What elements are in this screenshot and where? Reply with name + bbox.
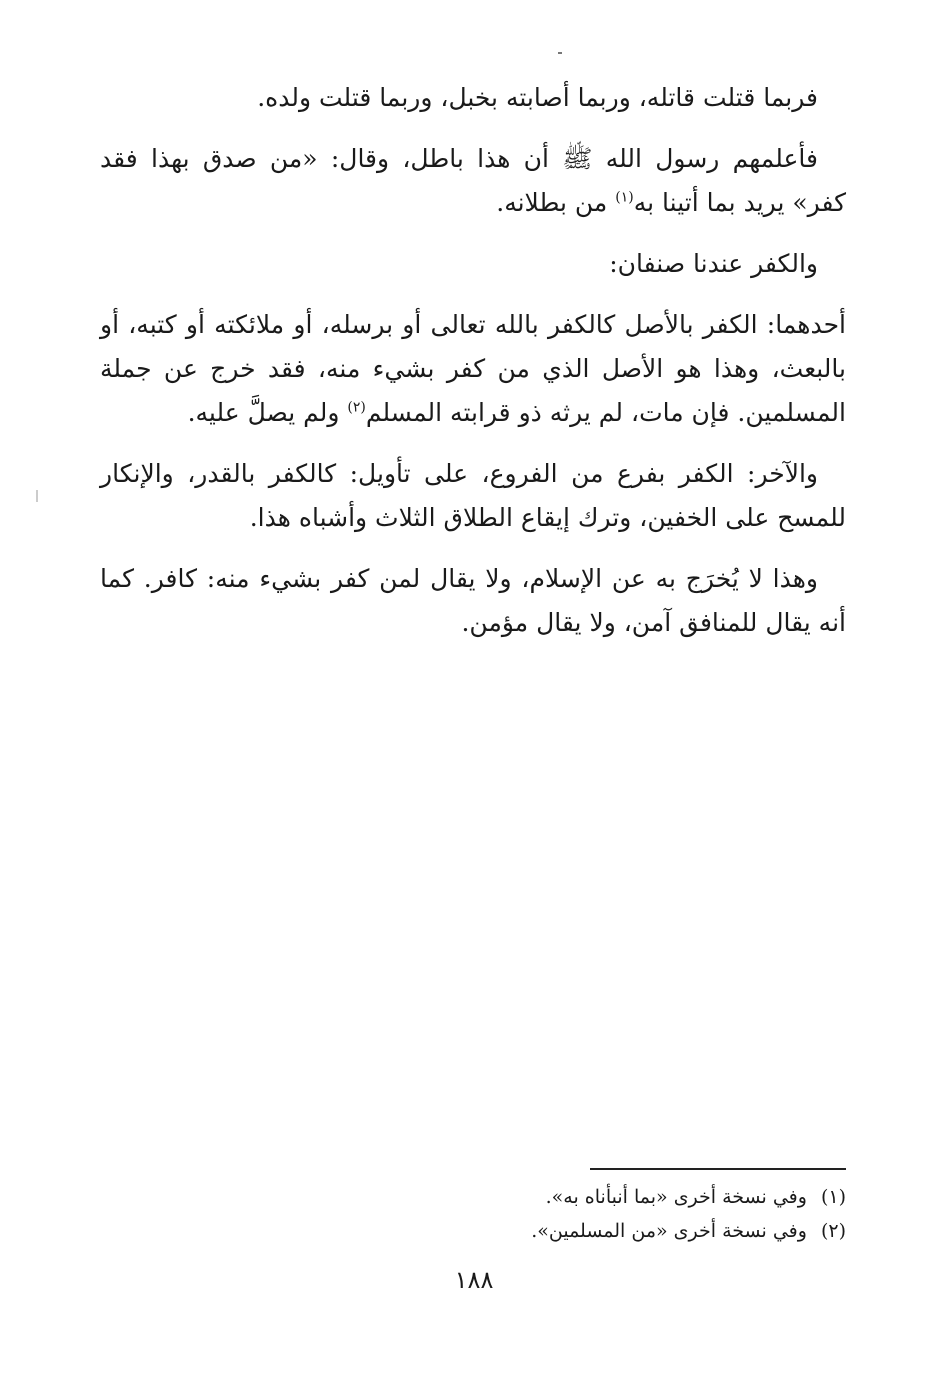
paragraph-2 bbox=[100, 137, 846, 225]
paragraph-2-text: فأعلمهم رسول الله ﷺ أن هذا باطل، وقال: «من صدق بهذا فقد كفر» يريد بما أتينا به bbox=[100, 144, 846, 217]
paragraph-6 bbox=[100, 557, 846, 645]
paragraph-1-text: فربما قتلت قاتله، وربما أصابته بخبل، وربما قتلت ولده. bbox=[257, 83, 818, 112]
paragraph-5-text: والآخر: الكفر بفرع من الفروع، على تأويل: كالكفر بالقدر، والإنكار للمسح على الخفين، وترك إيقاع الطلاق الثلاث وأشباه هذا. bbox=[100, 459, 846, 532]
footnote-2 bbox=[300, 1214, 846, 1248]
paragraph-4 bbox=[100, 303, 846, 435]
margin-mark bbox=[36, 490, 38, 502]
footnote-ref-2: (٢) bbox=[347, 399, 366, 416]
page-number: ١٨٨ bbox=[454, 1266, 494, 1294]
footnote-1-text: وفي نسخة أخرى «بما أنبأناه به». bbox=[545, 1186, 807, 1208]
paragraph-4-text-end: ولم يصلَّ عليه. bbox=[187, 398, 348, 427]
footnote-1-number: (١) bbox=[820, 1186, 846, 1208]
paragraph-3 bbox=[100, 242, 846, 286]
footnotes bbox=[300, 1180, 846, 1248]
footnote-2-text: وفي نسخة أخرى «من المسلمين». bbox=[531, 1220, 807, 1242]
paragraph-4-text: أحدهما: الكفر بالأصل كالكفر بالله تعالى أو برسله، أو ملائكته أو كتبه، أو بالبعث، وهذا هو الأصل الذي من كفر بشيء منه، فقد خرج عن جملة المسلمين. فإن مات، لم يرثه ذو قرابته المسلم bbox=[100, 310, 846, 427]
main-text bbox=[100, 76, 846, 662]
page-mark bbox=[558, 52, 562, 54]
paragraph-1 bbox=[100, 76, 846, 120]
footnote-separator bbox=[590, 1168, 846, 1170]
paragraph-5 bbox=[100, 452, 846, 540]
paragraph-6-text: وهذا لا يُخرَج به عن الإسلام، ولا يقال لمن كفر بشيء منه: كافر. كما أنه يقال للمنافق آمن، ولا يقال مؤمن. bbox=[100, 564, 846, 637]
footnote-ref-1: (١) bbox=[615, 189, 634, 206]
footnote-2-number: (٢) bbox=[820, 1220, 846, 1242]
paragraph-2-text-end: من بطلانه. bbox=[496, 188, 616, 217]
footnote-1 bbox=[300, 1180, 846, 1214]
paragraph-3-text: والكفر عندنا صنفان: bbox=[609, 249, 818, 278]
